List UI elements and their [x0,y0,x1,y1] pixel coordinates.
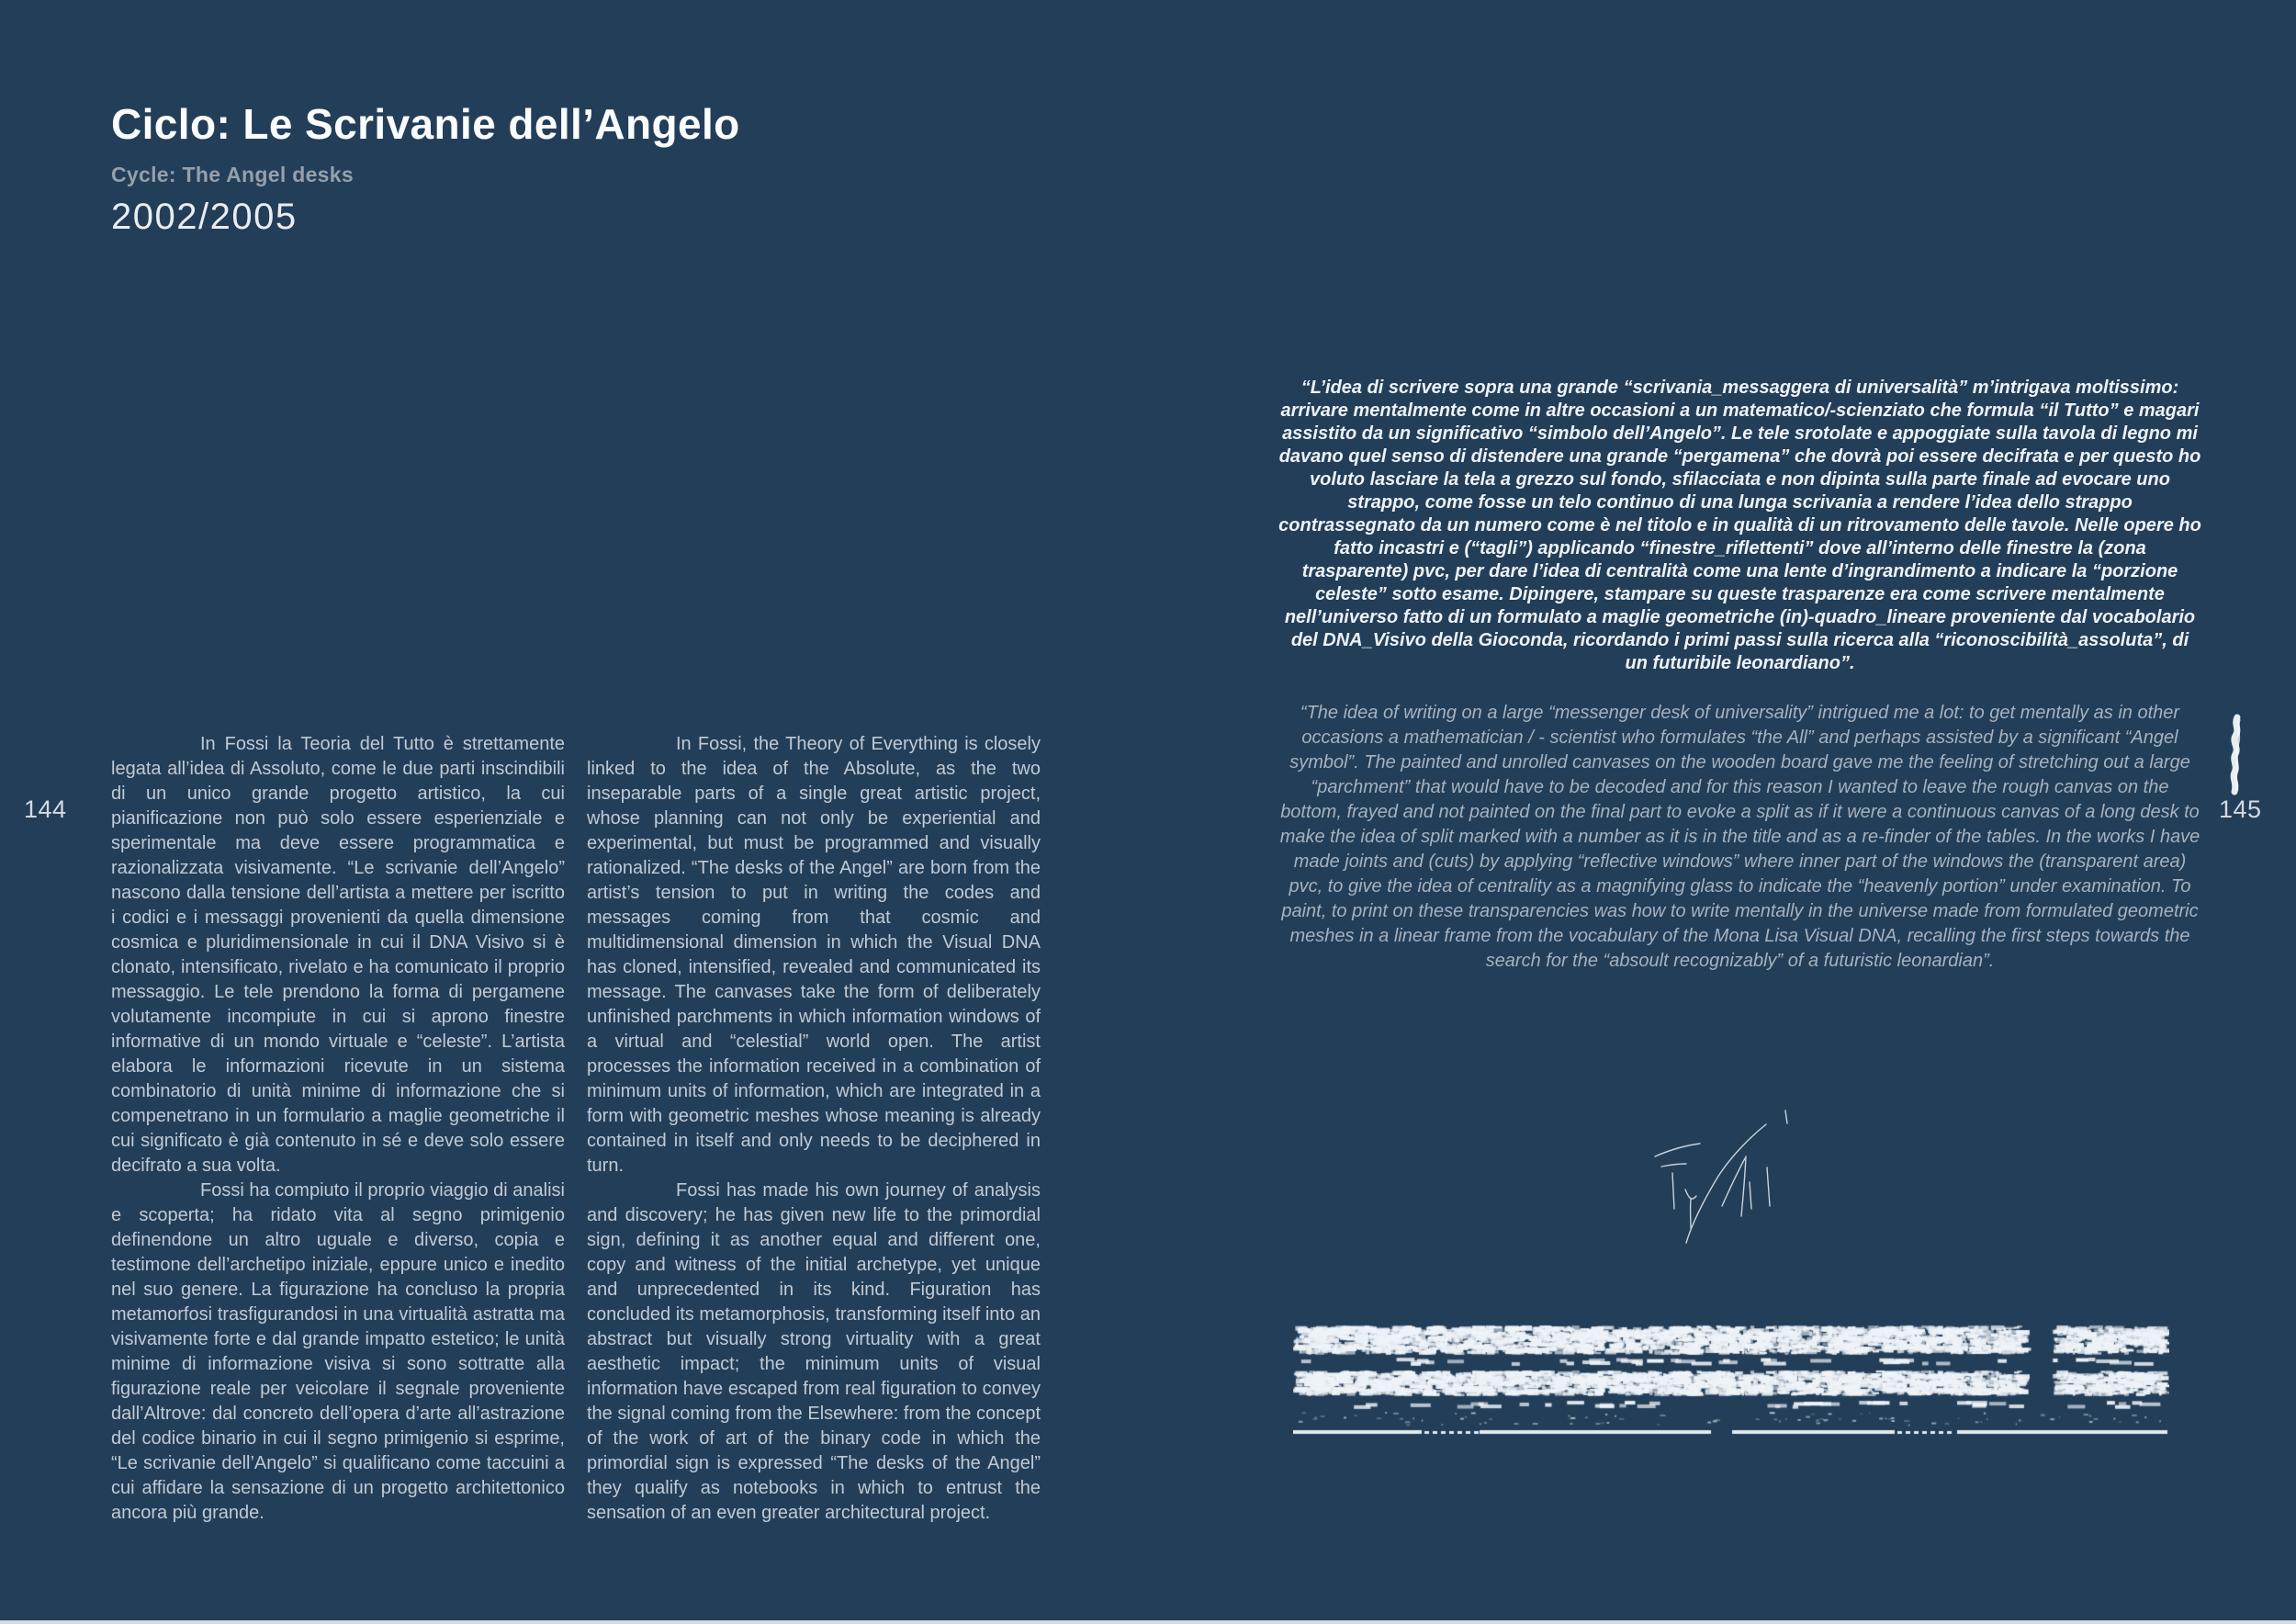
italian-paragraph-1: In Fossi la Teoria del Tutto è strettamente legata all’idea di Assoluto, come le due parti inscindibili di un unico grande progetto artistico, la cui pianificazione non può solo essere esperienziale e sperimentale ma deve essere programmatica e razionalizzata visivamente. “Le scrivanie dell’Angelo” nascono dalla tensione dell’artista a mettere per iscritto i codici e i messaggi provenienti da quella dimensione cosmica e pluridimensionale in cui il DNA Visivo si è clonato, intensificato, rivelato e ha comunicato il proprio messaggio. Le tele prendono la forma di pergamene volutamente incompiute in cui si aprono finestre informative di un mondo virtuale e “celeste”. L’artista elabora le informazioni ricevute in un sistema combinatorio di unità minime di informazione che si compenetrano in un formulario a maglie geometriche il cui significato è già contenuto in sé e deve solo essere decifrato a sua volta. [111,734,565,1176]
page-subtitle: Cycle: The Angel desks [111,162,354,186]
essay-columns [111,732,1041,1526]
artist-quote-english: “The idea of writing on a large “messenger desk of universality” intrigued me a lot: to get mentally as in other occasions a mathematician / - scientist who formulates “the All” and perhaps assisted by a significant “Angel symbol”. The painted and unrolled canvases on the wooden board gave me the feeling of stretching out a large “parchment” that would have to be decoded and for this reason I wanted to leave the rough canvas on the bottom, frayed and not painted on the final part to evoke a split as if it were a continuous canvas of a long desk to make the idea of split marked with a number as it is in the title and as a re-finder of the tables. In the works I have made joints and (cuts) by applying “reflective windows” where inner part of the windows the (transparent area) pvc, to give the idea of centrality as a magnifying glass to indicate the “heavenly portion” under examination. To paint, to print on these transparencies was how to write mentally in the universe made from formulated geometric meshes in a linear frame from the vocabulary of the Mona Lisa Visual DNA, recalling the first steps towards the search for the “absoult recognizably” of a futuristic leonardian”. [1279,703,2200,971]
cycle-years: 2002/2005 [111,196,298,237]
artist-quote-italian: “L’idea di scrivere sopra una grande “scrivania_messaggera di universalità” m’intrigava moltissimo: arrivare mentalmente come in altre occasioni a un matematico/-scienziato che formula “il Tutto” e magari assistito da un significativo “simbolo dell’Angelo”. Le tele srotolate e appoggiate sulla tavola di legno mi davano quel senso di distendere una grande “pergamena” che dovrà poi essere decifrata e per questo ho voluto lasciare la tela a grezzo sul fondo, sfilacciata e non dipinta sulla parte finale ad evocare uno strappo, come fosse un telo continuo di una lunga scrivania a rendere l’idea dello strappo contrassegnato da un numero come è nel titolo e in qualità di un ritrovamento delle tavole. Nelle opere ho fatto incastri e (“tagli”) applicando “finestre_riflettenti” dove all’interno delle finestre la (zona trasparente) pvc, per dare l’idea di centralità come una lente d’ingrandimento a indicare la “porzione celeste” sotto esame. Dipingere, stampare su queste trasparenze era come scrivere mentalmente nell’universo fatto di un formulato a maglie geometriche (in)-quadro_lineare proveniente dal vocabolario del DNA_Visivo della Gioconda, ricordando i primi passi sulla ricerca alla “riconoscibilità_assoluta”, di un futuribile leonardiano”. [1278,378,2201,673]
english-paragraph-2: Fossi has made his own journey of analysis and discovery; he has given new life to the primordial sign, defining it as another equal and different one, copy and witness of the initial archetype, yet unique and unprecedented in its kind. Figuration has concluded its metamorphosis, transforming itself into an abstract but visually strong virtuality with a great aesthetic impact; the minimum units of visual information have escaped from real figuration to convey the signal coming from the Elsewhere: from the concept of the work of art of the binary code in which the primordial sign is expressed “The desks of the Angel” they qualify as notebooks in which to entrust the sensation of an even greater architectural project. [587,1180,1041,1523]
brush-stroke-icon [2225,713,2249,799]
page-bottom-edge [0,1620,2296,1624]
page-number-right: 145 [2219,795,2262,823]
english-paragraph-1: In Fossi, the Theory of Everything is closely linked to the idea of the Absolute, as the two inseparable parts of a single great artistic project, whose planning can not only be experiential and experimental, but must be programmed and visually rationalized. “The desks of the Angel” are born from the artist’s tension to put in writing the codes and messages coming from that cosmic and multidimensional dimension in which the Visual DNA has cloned, intensified, revealed and communicated its message. The canvases take the form of deliberately unfinished parchments in which information windows of a virtual and “celestial” world open. The artist processes the information received in a combination of minimum units of information, which are integrated in a form with geometric meshes whose meaning is already contained in itself and only needs to be deciphered in turn. [587,734,1041,1176]
signature-sketch-icon [1644,1100,1846,1257]
column-english [587,732,1041,1526]
page-title: Ciclo: Le Scrivanie dell’Angelo [111,100,740,148]
column-italian [111,732,565,1526]
header [111,101,740,238]
artist-quote-block [1278,377,2201,974]
italian-paragraph-2: Fossi ha compiuto il proprio viaggio di analisi e scoperta; ha ridato vita al segno primigenio definendone un altro uguale e diverso, copia e testimone dell’archetipo iniziale, eppure unico e inedito nel suo genere. La figurazione ha concluso la propria metamorfosi trasfigurandosi in una virtualità astratta ma visivamente forte e dal grande impatto estetico; le unità minime di informazione visiva si sono sottratte alla figurazione reale per veicolare il segnale proveniente dall’Altrove: dal concreto dell’opera d’arte all’astrazione del codice binario in cui il segno primigenio si esprime, “Le scrivanie dell’Angelo” si qualificano come taccuini a cui affidare la sensazione di un progetto architettonico ancora più grande. [111,1180,565,1523]
page-number-left: 144 [24,795,67,823]
glitch-noise-texture [1293,1324,2169,1445]
